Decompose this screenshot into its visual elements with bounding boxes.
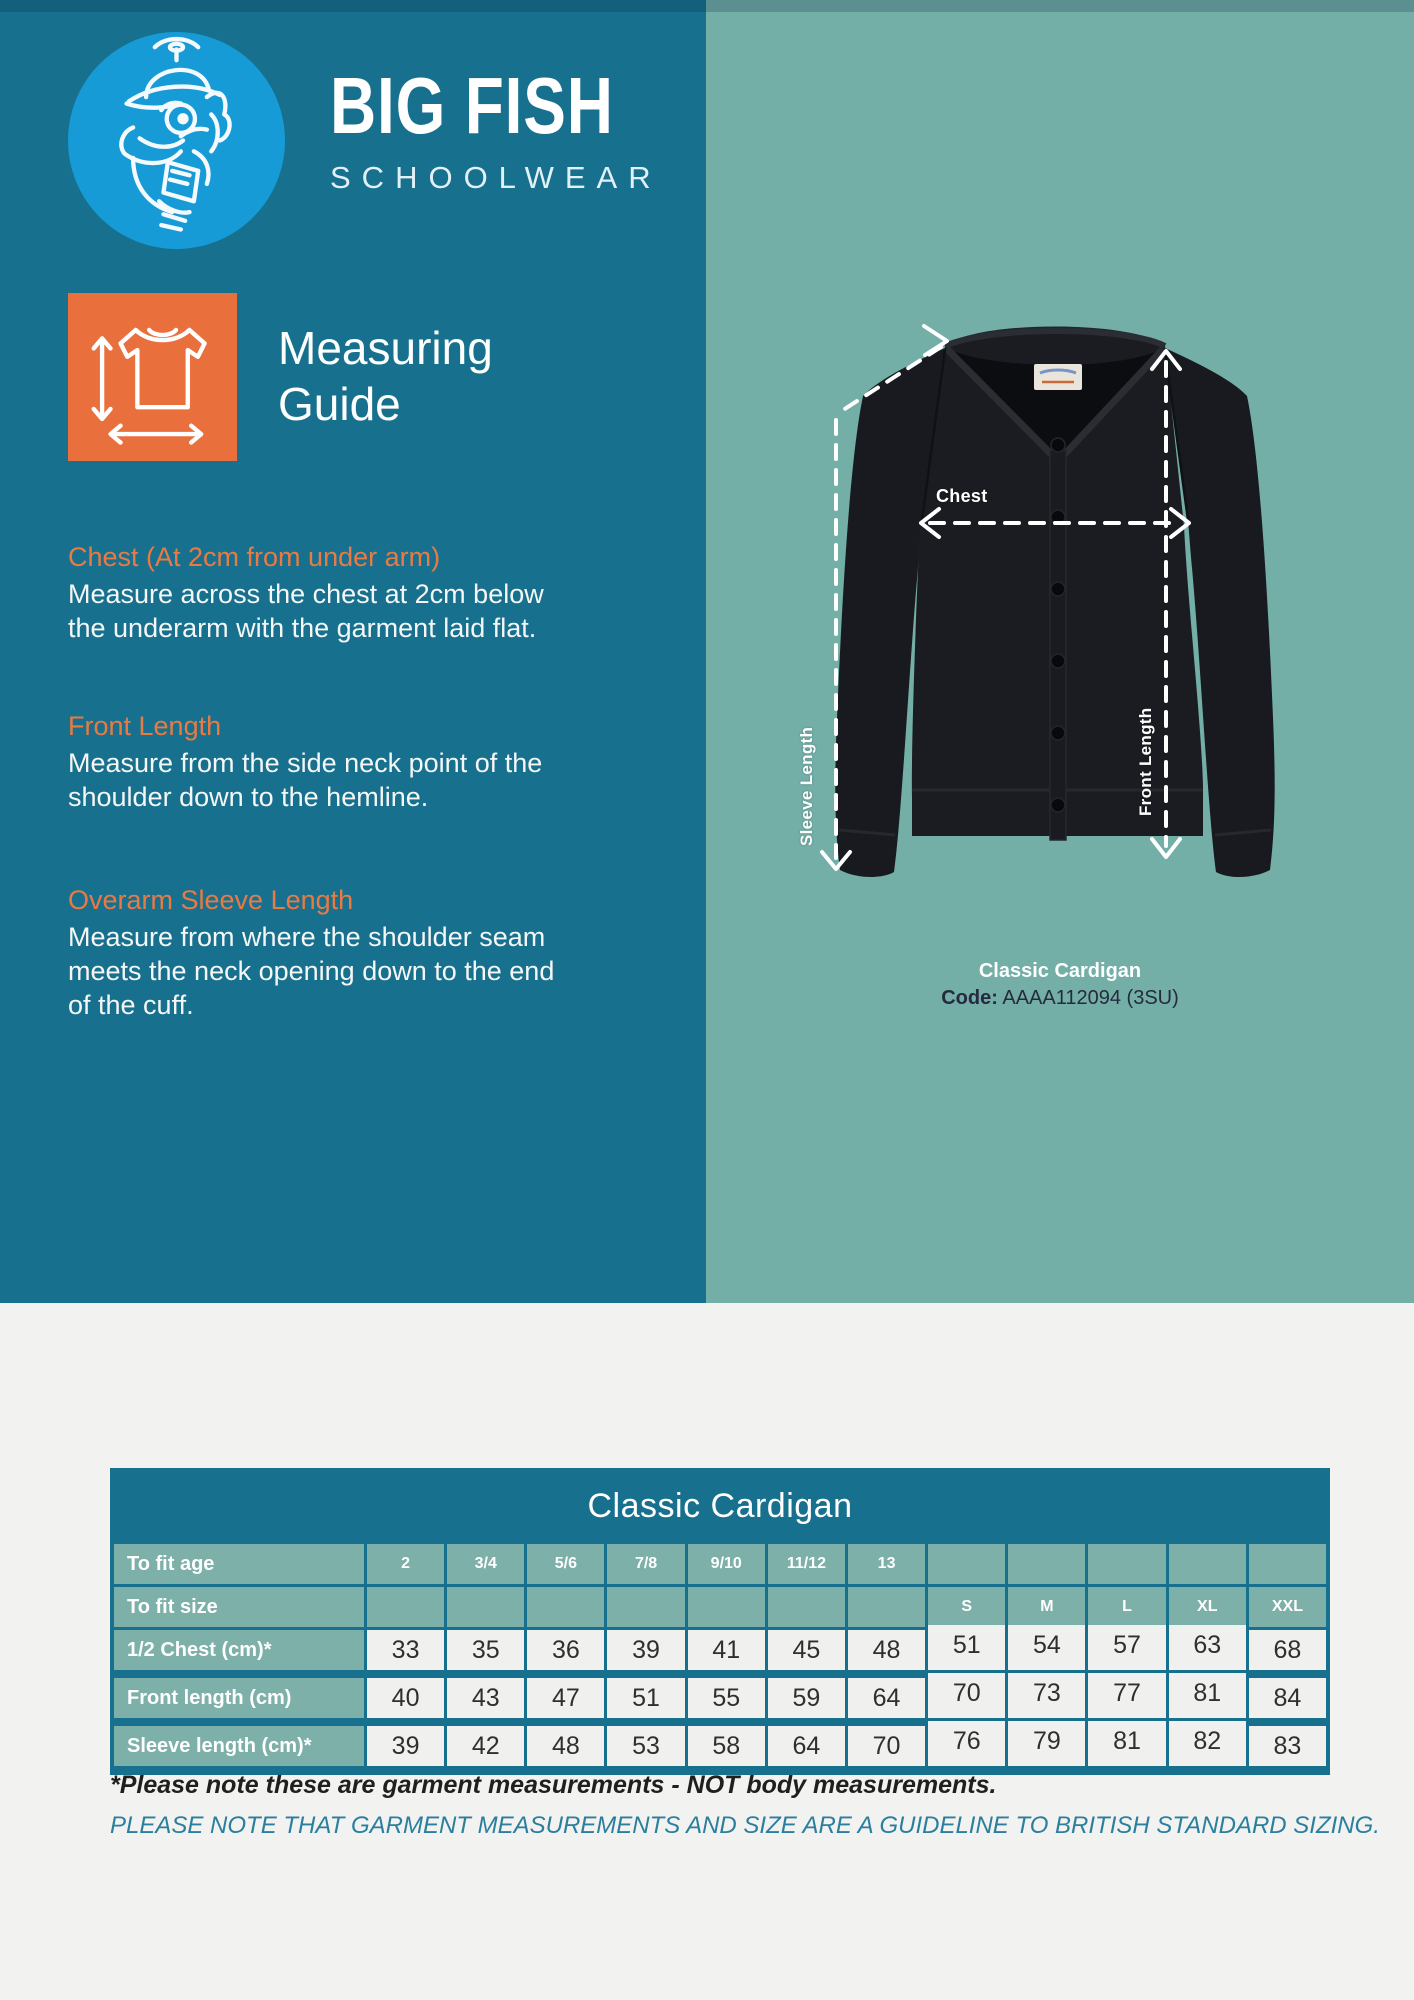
table-cell: 59	[768, 1678, 845, 1718]
garment-measurements-note: *Please note these are garment measurements - NOT body measurements.	[110, 1771, 997, 1799]
table-cell: 43	[447, 1678, 524, 1718]
size-table-title: Classic Cardigan	[587, 1487, 853, 1525]
table-row	[114, 1678, 1326, 1723]
british-sizing-note: PLEASE NOTE THAT GARMENT MEASUREMENTS AND SIZE ARE A GUIDELINE TO BRITISH STANDARD SIZING.	[110, 1812, 1380, 1839]
brand-wordmark	[330, 61, 685, 196]
size-table-rows	[114, 1544, 1326, 1771]
table-cell: 48	[848, 1630, 925, 1670]
table-cell: 35	[447, 1630, 524, 1670]
table-cell: S	[928, 1587, 1005, 1627]
size-table	[110, 1468, 1330, 1775]
table-cell	[367, 1587, 444, 1627]
front-measure-label: Front Length	[1136, 707, 1155, 816]
table-cell: 41	[688, 1630, 765, 1670]
table-cell: 63	[1169, 1625, 1246, 1670]
table-cell: 51	[607, 1678, 684, 1718]
top-edge-strip	[0, 0, 1414, 12]
table-cell: 53	[607, 1726, 684, 1766]
section-front-length	[68, 710, 542, 814]
cardigan-diagram	[760, 268, 1330, 918]
table-cell: 76	[928, 1721, 1005, 1766]
table-cell: 40	[367, 1678, 444, 1718]
table-cell: M	[1008, 1587, 1085, 1627]
chest-measure-label: Chest	[936, 486, 988, 506]
table-cell: 11/12	[768, 1544, 845, 1584]
row-label: Sleeve length (cm)*	[114, 1726, 364, 1766]
table-cell: 55	[688, 1678, 765, 1718]
table-cell: 39	[607, 1630, 684, 1670]
section-heading: Front Length	[68, 711, 222, 741]
table-cell: 79	[1008, 1721, 1085, 1766]
table-cell: 51	[928, 1625, 1005, 1670]
section-line: meets the neck opening down to the end	[68, 956, 555, 986]
row-label: To fit age	[114, 1544, 364, 1584]
brand-name: BIG FISH	[330, 61, 614, 150]
table-cell: XXL	[1249, 1587, 1326, 1627]
table-cell	[768, 1587, 845, 1627]
section-line: Measure from the side neck point of the	[68, 748, 543, 778]
table-cell: XL	[1169, 1587, 1246, 1627]
table-cell: 70	[848, 1726, 925, 1766]
table-cell: 70	[928, 1673, 1005, 1718]
section-line: Measure from where the shoulder seam	[68, 922, 546, 952]
row-label: To fit size	[114, 1587, 364, 1627]
table-row	[114, 1630, 1326, 1675]
section-heading: Chest (At 2cm from under arm)	[68, 542, 441, 572]
section-line: shoulder down to the hemline.	[68, 782, 429, 812]
table-cell: 64	[768, 1726, 845, 1766]
table-cell: 33	[367, 1630, 444, 1670]
table-cell	[527, 1587, 604, 1627]
table-cell	[1088, 1544, 1165, 1584]
table-cell: 42	[447, 1726, 524, 1766]
product-code-label: Code:	[941, 987, 998, 1009]
table-cell: 84	[1249, 1678, 1326, 1718]
product-code-value: AAAA112094 (3SU)	[1002, 987, 1179, 1009]
table-cell	[1169, 1544, 1246, 1584]
row-label: 1/2 Chest (cm)*	[114, 1630, 364, 1670]
product-code	[706, 985, 1414, 1012]
table-cell: 2	[367, 1544, 444, 1584]
table-cell: 81	[1088, 1721, 1165, 1766]
section-line: the underarm with the garment laid flat.	[68, 613, 537, 643]
table-row	[114, 1726, 1326, 1771]
table-cell	[447, 1587, 524, 1627]
product-name: Classic Cardigan	[978, 960, 1142, 982]
table-cell: 82	[1169, 1721, 1246, 1766]
table-cell: 83	[1249, 1726, 1326, 1766]
table-cell: 39	[367, 1726, 444, 1766]
table-cell: 54	[1008, 1625, 1085, 1670]
table-cell	[928, 1544, 1005, 1584]
section-line: Measure across the chest at 2cm below	[68, 579, 544, 609]
product-caption	[706, 958, 1414, 1012]
table-cell: 77	[1088, 1673, 1165, 1718]
sleeve-measure-label: Sleeve Length	[797, 726, 816, 846]
table-cell: 73	[1008, 1673, 1085, 1718]
table-cell: 58	[688, 1726, 765, 1766]
table-cell: 13	[848, 1544, 925, 1584]
table-cell: 81	[1169, 1673, 1246, 1718]
table-cell: 3/4	[447, 1544, 524, 1584]
table-cell: 9/10	[688, 1544, 765, 1584]
measuring-guide-icon	[68, 293, 237, 461]
page-title: Measuring Guide	[278, 322, 493, 430]
table-cell: 5/6	[527, 1544, 604, 1584]
table-row	[114, 1544, 1326, 1584]
table-cell	[607, 1587, 684, 1627]
table-row	[114, 1587, 1326, 1627]
table-cell	[848, 1587, 925, 1627]
table-cell: 47	[527, 1678, 604, 1718]
section-line: of the cuff.	[68, 990, 194, 1020]
table-cell: 57	[1088, 1625, 1165, 1670]
table-cell	[1008, 1544, 1085, 1584]
table-cell: L	[1088, 1587, 1165, 1627]
table-cell: 68	[1249, 1630, 1326, 1670]
table-cell	[688, 1587, 765, 1627]
section-heading: Overarm Sleeve Length	[68, 885, 354, 915]
section-sleeve-length	[68, 884, 554, 1022]
brand-tagline: SCHOOLWEAR	[330, 160, 662, 195]
table-cell: 48	[527, 1726, 604, 1766]
table-cell	[1249, 1544, 1326, 1584]
section-chest	[68, 541, 544, 645]
brand-logo	[68, 32, 285, 249]
table-cell: 36	[527, 1630, 604, 1670]
row-label: Front length (cm)	[114, 1678, 364, 1718]
table-cell: 45	[768, 1630, 845, 1670]
table-cell: 7/8	[607, 1544, 684, 1584]
table-cell: 64	[848, 1678, 925, 1718]
